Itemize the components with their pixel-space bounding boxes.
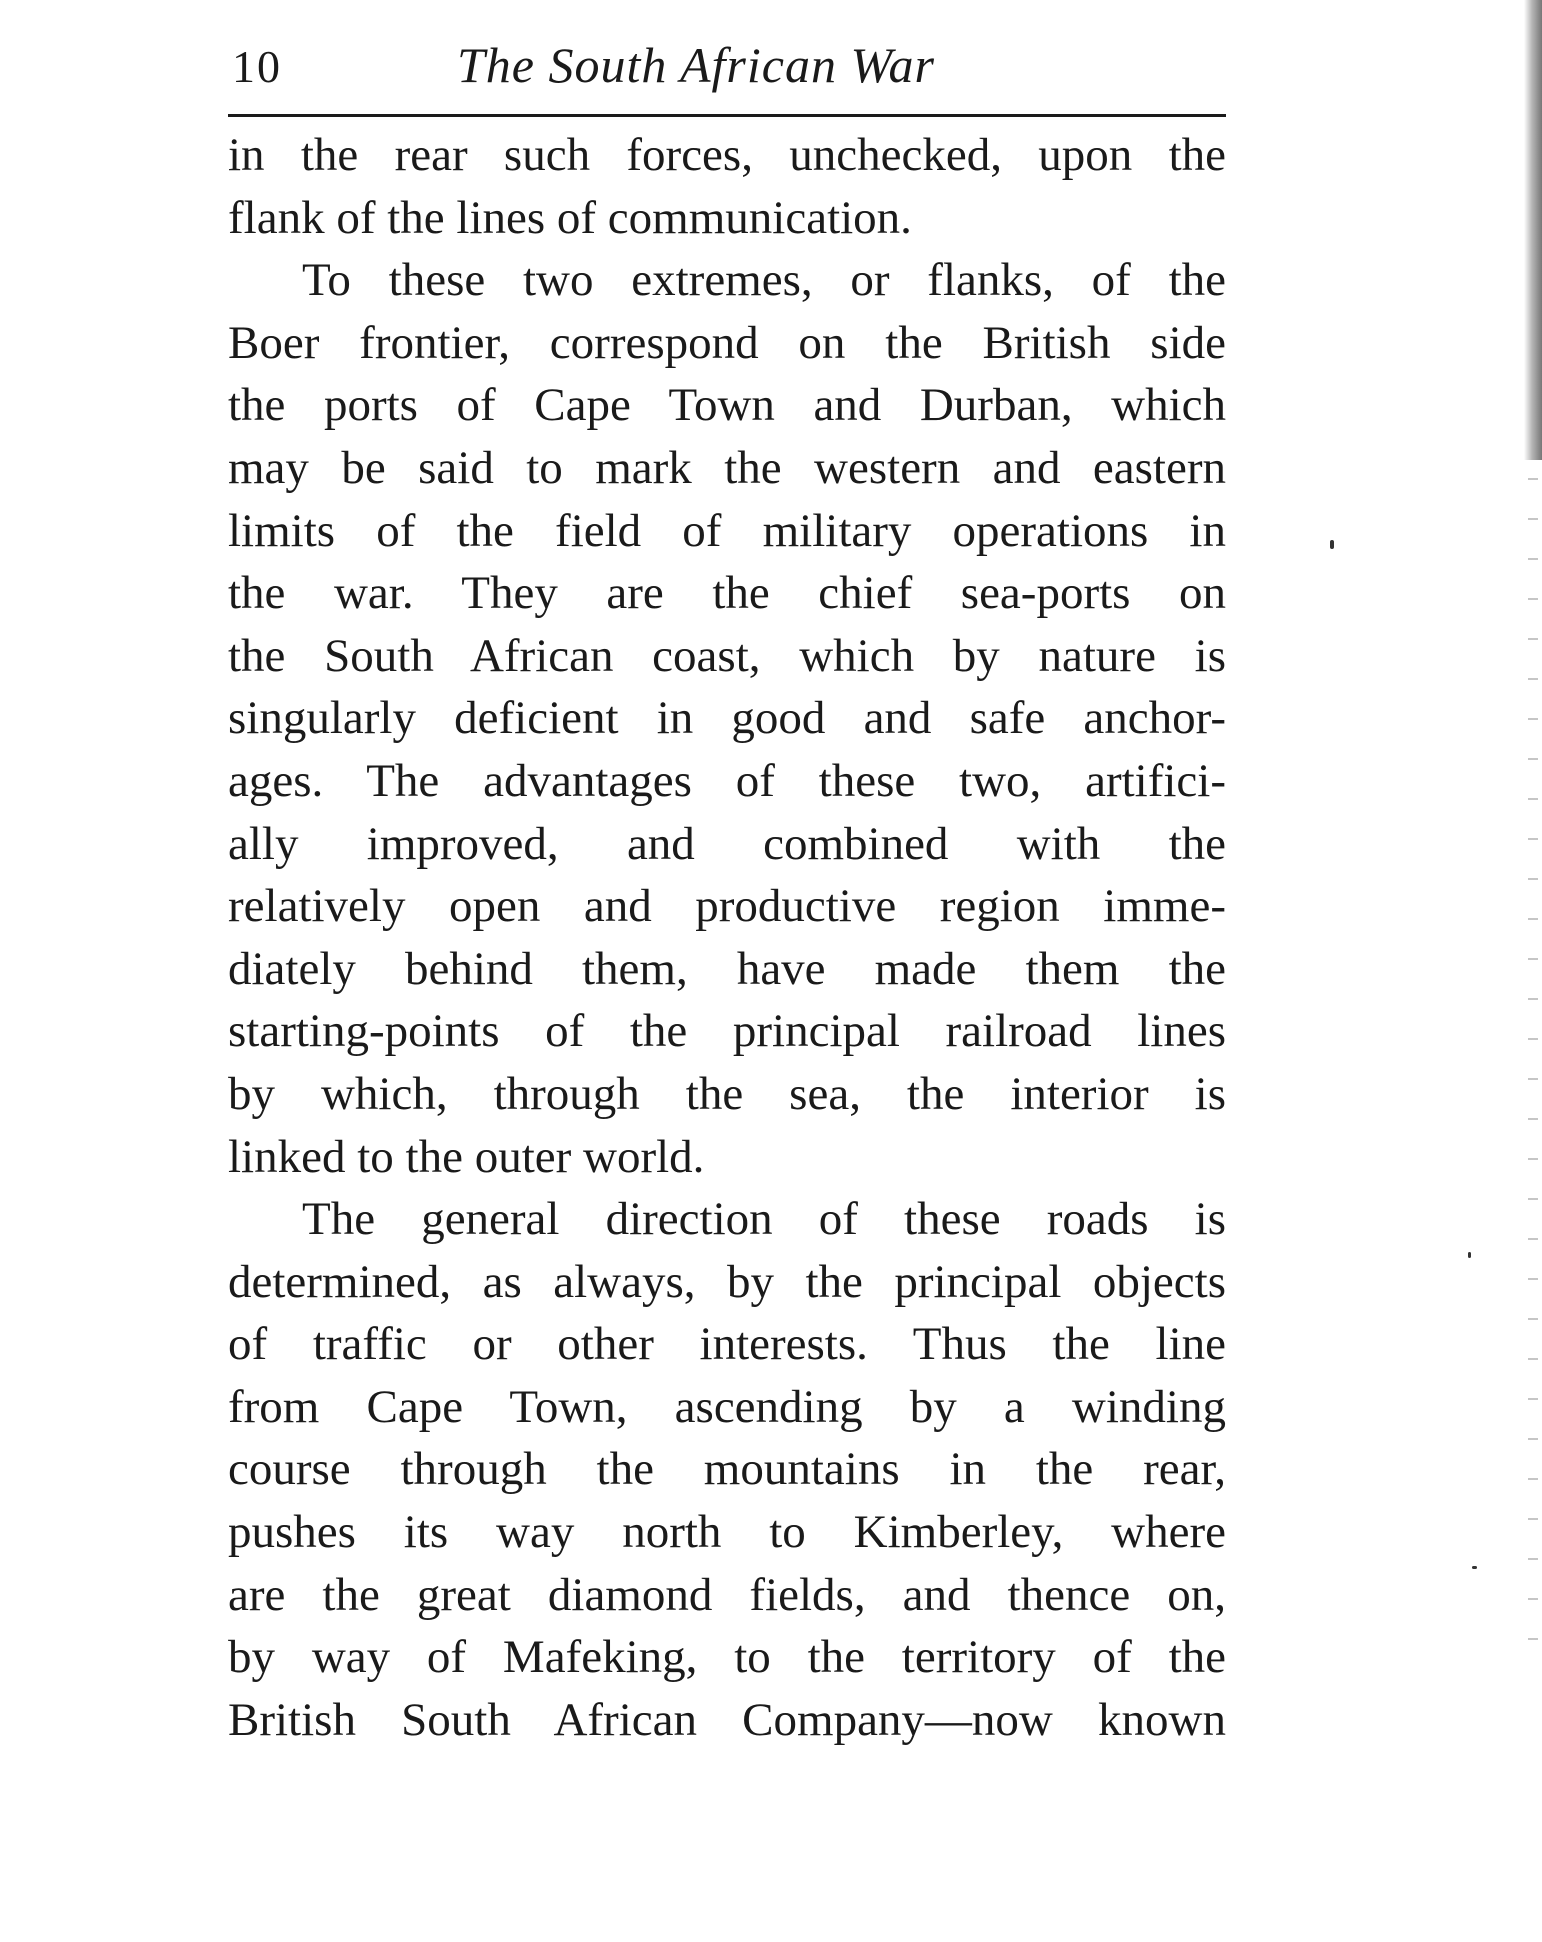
text-line: British South African Company—now known: [228, 1693, 1226, 1746]
text-line: pushes its way north to Kimberley, where: [228, 1506, 1226, 1559]
text-line: are the great diamond fields, and thence on,: [228, 1568, 1226, 1621]
body-text: [228, 124, 1226, 1751]
header-rule: [228, 114, 1226, 117]
text-line: in the rear such forces, unchecked, upon the: [228, 129, 1226, 181]
text-line: linked to the outer world.: [228, 1130, 705, 1183]
scan-speck: [1330, 540, 1334, 549]
text-line: flank of the lines of communication.: [228, 191, 912, 244]
text-line: ally improved, and combined with the: [228, 817, 1226, 870]
text-line: limits of the field of military operations in: [228, 504, 1226, 557]
text-line: from Cape Town, ascending by a winding: [228, 1380, 1226, 1433]
text-line: starting-points of the principal railroad lines: [228, 1005, 1226, 1058]
text-line: singularly deficient in good and safe anchor-: [228, 692, 1226, 745]
page-number: 10: [232, 41, 282, 92]
running-title: The South African War: [457, 37, 935, 93]
text-line: the ports of Cape Town and Durban, which: [228, 379, 1226, 432]
text-line: of traffic or other interests. Thus the line: [228, 1318, 1226, 1371]
text-line: by which, through the sea, the interior is: [228, 1067, 1226, 1120]
text-line: relatively open and productive region imme-: [228, 880, 1226, 933]
page-edge-specks: [1528, 440, 1538, 1640]
scan-speck: [1472, 1566, 1477, 1569]
text-line: course through the mountains in the rear,: [228, 1443, 1226, 1496]
text-line: ages. The advantages of these two, artifici-: [228, 754, 1226, 807]
text-line: determined, as always, by the principal objects: [228, 1255, 1226, 1308]
running-header: [232, 30, 1227, 102]
page-edge-shadow: [1524, 0, 1542, 460]
text-line: the war. They are the chief sea-ports on: [228, 567, 1226, 620]
text-line: diately behind them, have made them the: [228, 942, 1226, 995]
text-line: To these two extremes, or flanks, of the: [302, 254, 1226, 307]
text-line: The general direction of these roads is: [302, 1193, 1226, 1246]
text-line: Boer frontier, correspond on the British side: [228, 316, 1226, 369]
text-line: may be said to mark the western and eastern: [228, 441, 1226, 494]
text-line: by way of Mafeking, to the territory of the: [228, 1631, 1226, 1684]
text-line: the South African coast, which by nature is: [228, 629, 1226, 682]
scan-speck: [1468, 1252, 1471, 1258]
